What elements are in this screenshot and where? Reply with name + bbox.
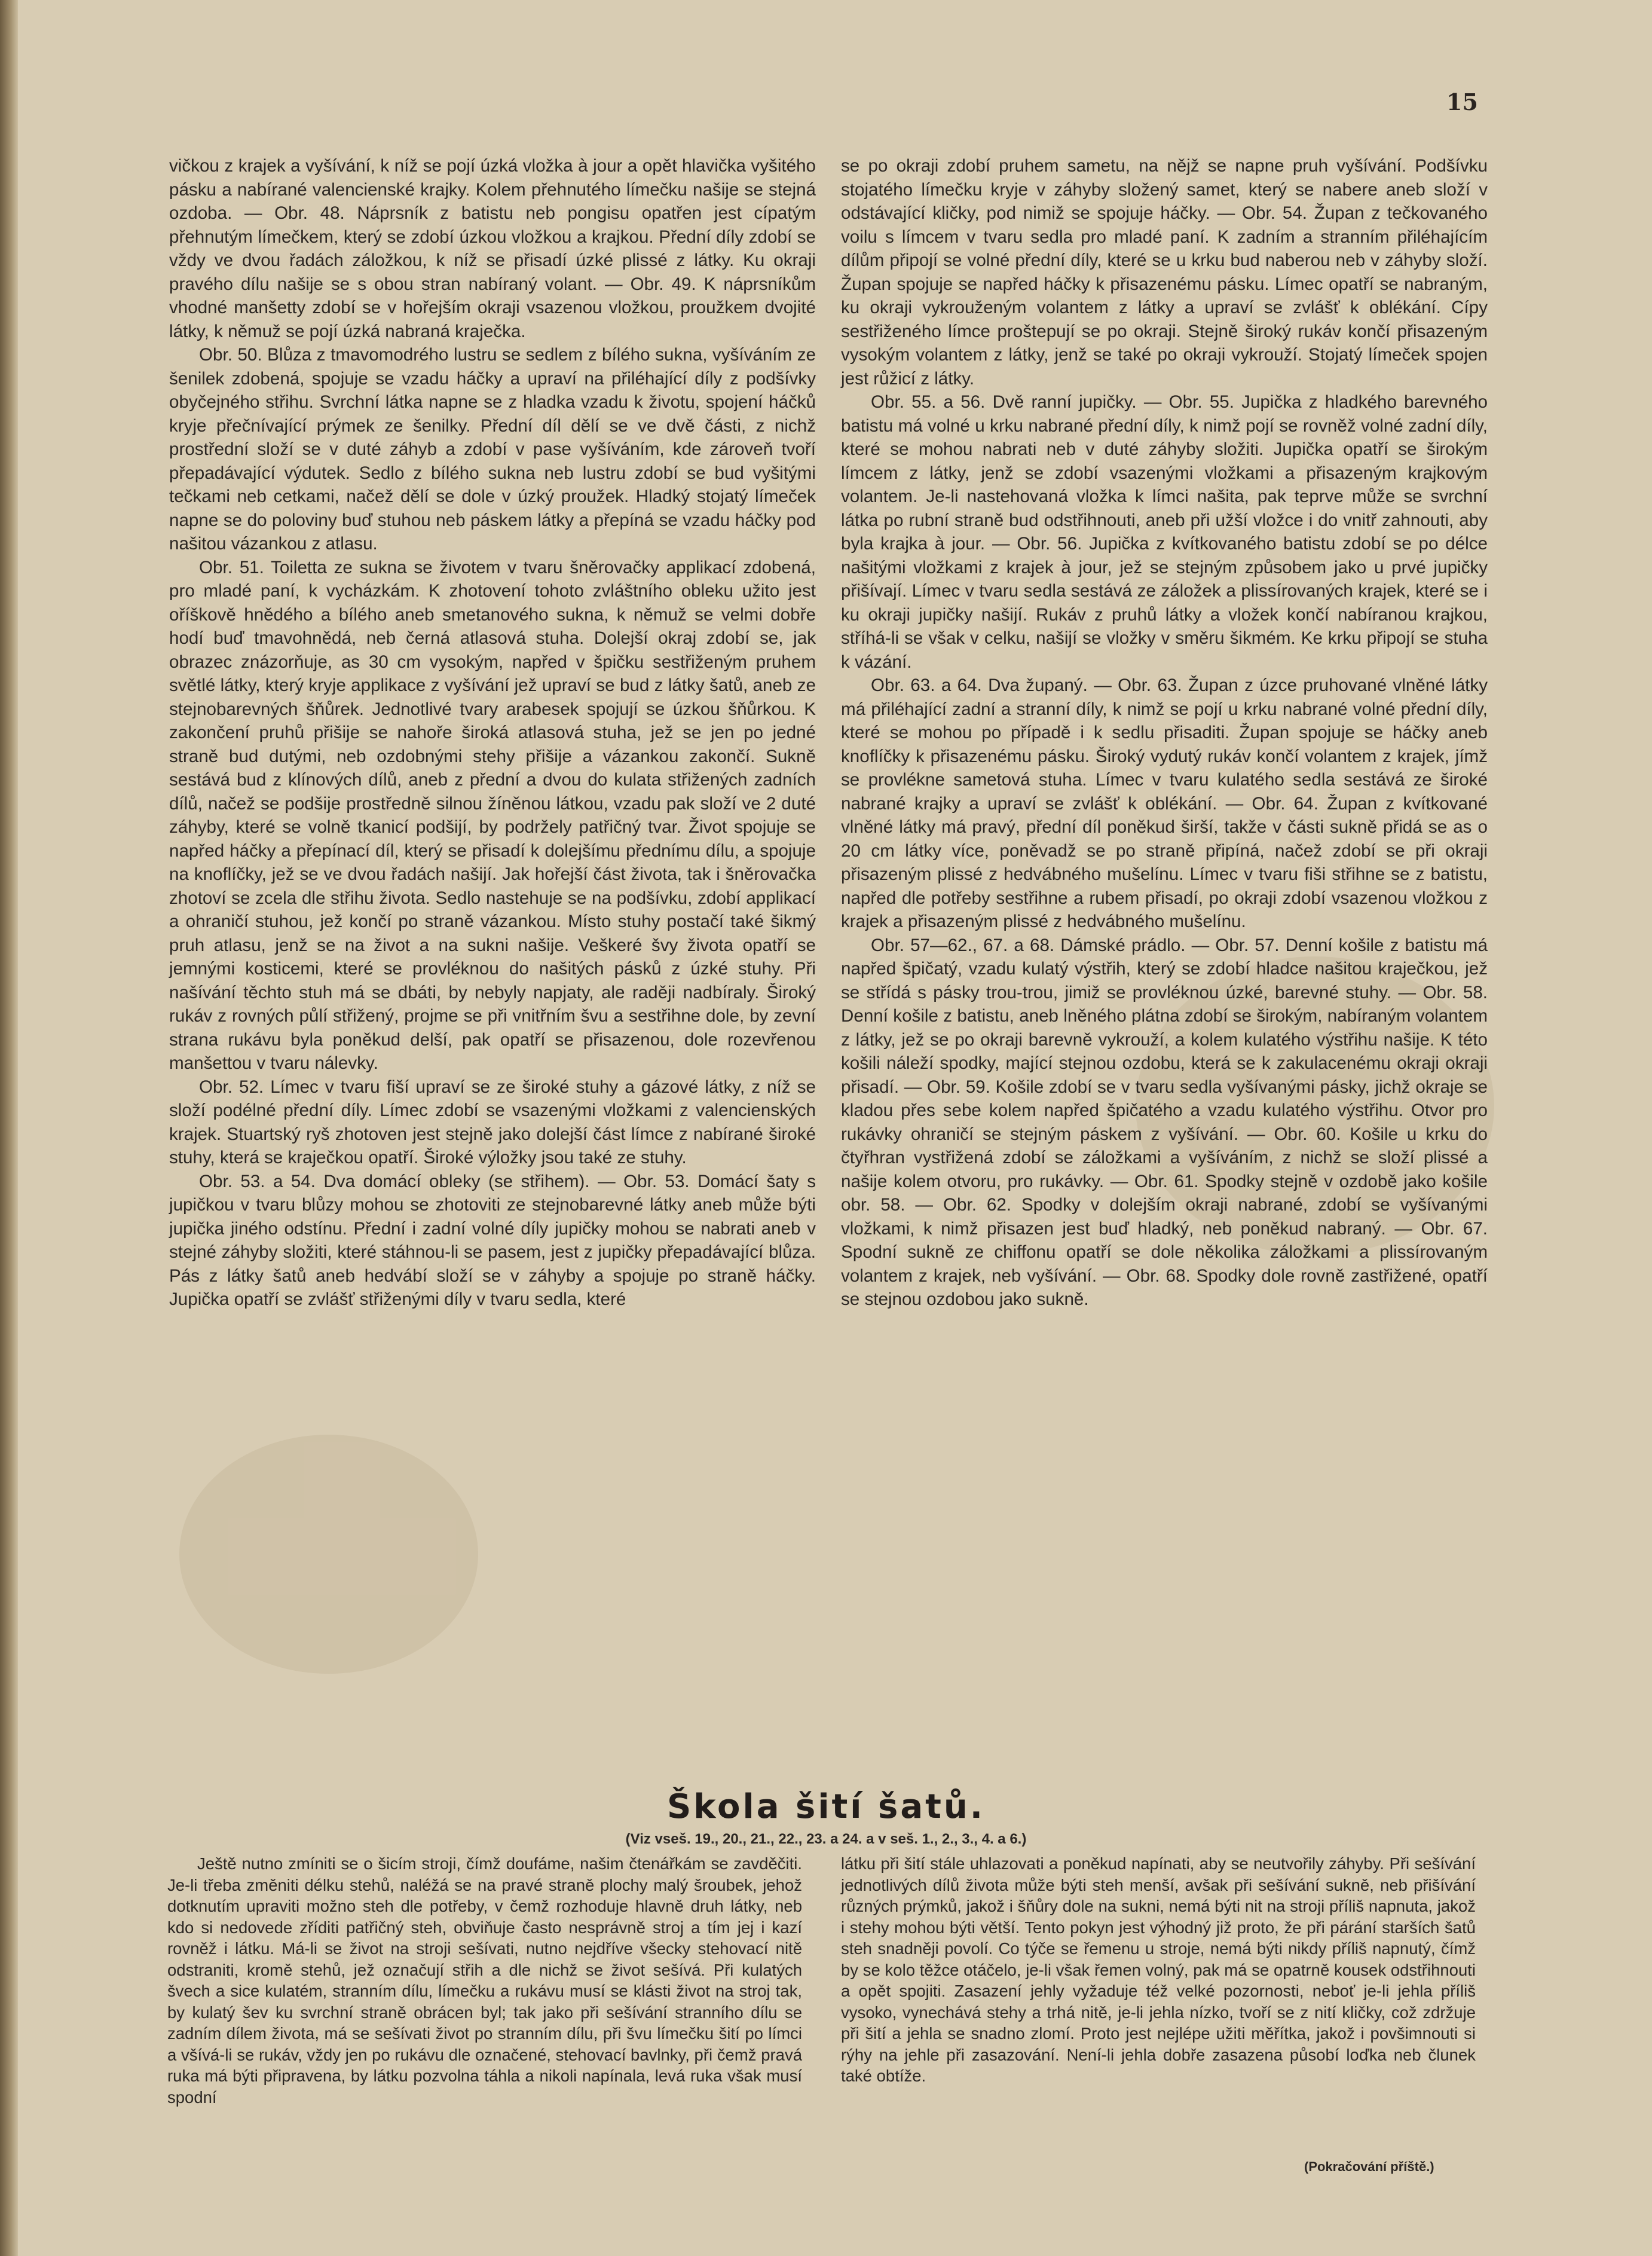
sewing-column-left xyxy=(167,1853,802,2108)
paragraph: Obr. 63. a 64. Dva županý. — Obr. 63. Župan z úzce pruhované vlněné látky má přiléhající zadní a stranní díly, k nimž se pojí u krku nabrané volné přední díly, které se mohou po případě i k sedlu přisaditi. Župan spojuje se háčky aneb knoflíčky k přisazenému pásku. Široký vydutý rukáv končí volantem z krajek, jímž se provlékne sametová stuha. Límec v tvaru kulatého sedla sestává ze široké nabrané krajky a upraví se zvlášť k oblékání. — Obr. 64. Župan z kvítkované vlněné látky má pravý, přední díl poněkud širší, takže v části sukně přidá se as o 20 cm látky více, poněvadž se po straně připíná, načež zdobí se při okraji přisazeným plissé z hedvábného mušelínu. Límec v tvaru fiši střihne se z batistu, napřed dle potřeby sestřihne a rubem přisadí, po okraji zdobí vsazenou vložkou z krajek a přisazeným plissé z hedvábného mušelínu. xyxy=(841,675,1488,931)
section-subtitle: (Viz vseš. 19., 20., 21., 22., 23. a 24. a v seš. 1., 2., 3., 4. a 6.) xyxy=(625,1831,1027,1847)
paragraph: Obr. 52. Límec v tvaru fiší upraví se ze široké stuhy a gázové látky, z níž se složí podélné přední díly. Límec zdobí se vsazenými vložkami z valencienských krajek. Stuartský ryš zhotoven jest stejně jako dolejší část límce z nabírané široké stuhy, která se kraječkou opatří. Široké výložky jsou také ze stuhy. xyxy=(169,1077,816,1167)
paragraph: látku při šití stále uhlazovati a poněkud napínati, aby se neutvořily záhyby. Při sešívání jednotlivých dílů života může býti steh menší, avšak při sešívání sukně, neb přišívání různých prýmků, jakož i šňůry dole na sukni, nemá býti nit na stroji příliš napnuta, jakož i stehy mohou býti větší. Tento pokyn jest výhodný již proto, že při párání starších šatů steh snadněji povolí. Co týče se řemenu u stroje, nemá býti nikdy příliš napnutý, čímž by se kolo těžce otáčelo, je-li však řemen volný, pak má se opatrně kousek odstřihnouti a opět spojiti. Zasazení jehly vyžaduje též velké pozornosti, neboť je-li jehla příliš vysoko, vynechává stehy a trhá nitě, je-li jehla nízko, tvoří se z nití kličky, což zdržuje při šití a jehla se snadno zlomí. Proto jest nejlépe užiti měřítka, jakož i povšimnouti si rýhy na jehle při zasazování. Není-li jehla dobře zasazena působí loďka neb člunek také obtíže. xyxy=(841,1854,1476,2085)
paragraph: Obr. 55. a 56. Dvě ranní jupičky. — Obr. 55. Jupička z hladkého barevného batistu má volné u krku nabrané přední díly, k nimž pojí se rovněž volné zadní díly, které se mohou nabrati neb v duté záhyby složiti. Jupička opatří se širokým límcem z látky, jenž se zdobí vsazenými vložkami a přisazeným krajkovým volantem. Je-li nastehovaná vložka k límci našita, pak teprve může se svrchní látka po rubní straně bud odstřihnouti, aneb při užší vložce i do vnitř zahnouti, aby byla krajka à jour. — Obr. 56. Jupička z kvítkovaného batistu zdobí se po délce našitými vložkami z krajek à jour, jež se stejným způsobem jako u prvé jupičky přišívají. Límec v tvaru sedla sestává ze záložek a plissírovaných krajek, které se i ku okraji jupičky našijí. Rukáv z pruhů látky a vložek končí nabíranou krajkou, stříhá-li se však v celku, našijí se vložky v směru šikmém. Ke krku připojí se stuha k vázání. xyxy=(841,392,1488,672)
page-binding-edge xyxy=(0,0,18,2256)
article-column-left xyxy=(169,154,816,1312)
article-column-right xyxy=(841,154,1488,1312)
sewing-column-right xyxy=(841,1853,1476,2087)
continued-note: (Pokračování příště.) xyxy=(1304,2159,1434,2174)
page-number: 15 xyxy=(1446,88,1478,115)
paragraph: Obr. 53. a 54. Dva domácí obleky (se střihem). — Obr. 53. Domácí šaty s jupičkou v tvaru blůzy mohou se zhotoviti ze stejnobarevné látky aneb může býti jupička jiného odstínu. Přední i zadní volné díly jupičky mohou se nabrati aneb v stejné záhyby složiti, které stáhnou-li se pasem, jest z jupičky přepadávající blůza. Pás z látky šatů aneb hedvábí složí se v záhyby a spojuje po straně háčky. Jupička opatří se zvlášť střiženými díly v tvaru sedla, které xyxy=(169,1171,816,1309)
paragraph: Obr. 57—62., 67. a 68. Dámské prádlo. — Obr. 57. Denní košile z batistu má napřed špičatý, vzadu kulatý výstřih, který se zdobí hladce našitou kraječkou, jež se střídá s pásky trou-trou, jimiž se provléknou úzké, barevné stuhy. — Obr. 58. Denní košile z batistu, aneb lněného plátna zdobí se širokým, nabíraným volantem z látky, jež se po okraji barevně vykrouží, a kolem kulatého výstřihu našije. K této košili náleží spodky, mající stejnou ozdobu, která se k zakulacenému okraji okraji přisadí. — Obr. 59. Košile zdobí se v tvaru sedla vyšívanými pásky, jichž okraje se kladou přes sebe kolem napřed špičatého a vzadu kulatého výstřihu. Otvor pro rukávky ohraničí se stejným páskem z vyšívání. — Obr. 60. Košile u krku do čtyřhran vystřižená zdobí se záložkami a vyšíváním, z nichž se složí plissé a našije kolem otvoru, pro rukávky. — Obr. 61. Spodky stejně v ozdobě jako košile obr. 58. — Obr. 62. Spodky v dolejším okraji nabrané, zdobí se vyšívanými vložkami, k nimž přisazen jest buď hladký, neb poněkud nabraný. — Obr. 67. Spodní sukně ze chiffonu opatří se dole několika záložkami a plissírovaným volantem z krajek, neb vyšívání. — Obr. 68. Spodky dole rovně zastřižené, opatří se stejnou ozdobou jako sukně. xyxy=(841,935,1488,1309)
paragraph: vičkou z krajek a vyšívání, k níž se pojí úzká vložka à jour a opět hlavička vyšitého pásku a nabírané valencienské krajky. Kolem přehnutého límečku našije se stejná ozdoba. — Obr. 48. Náprsník z batistu neb pongisu opatřen jest cípatým přehnutým límečkem, který se zdobí úzkou vložkou a krajkou. Přední díly zdobí se vždy ve dvou řadách záložkou, k níž se přisadí úzké plissé z látky. Ku okraji pravého dílu našije se s obou stran nabíraný volant. — Obr. 49. K náprsníkům vhodné manšetty zdobí se v hořejším okraji vsazenou vložkou, proužkem dvojité látky, k němuž se pojí úzká nabraná kraječka. xyxy=(169,156,816,341)
paragraph: se po okraji zdobí pruhem sametu, na nějž se napne pruh vyšívání. Podšívku stojatého límečku kryje v záhyby složený samet, který se nabere aneb složí v odstávající kličky, pod nimiž se spojuje háčky. — Obr. 54. Župan z tečkovaného voilu s límcem v tvaru sedla pro mladé paní. K zadním a stranním přiléhajícím dílům připojí se volné přední díly, které se u krku bud naberou neb v záhyby složí. Župan spojuje se napřed háčky k přisazenému pásku. Límec opatří se nabraným, ku okraji vykrouženým volantem z látky a upraví se zvlášť k oblékání. Cípy sestřiženého límce proštepují se po okraji. Stejně široký rukáv končí přisazeným vysokým volantem z látky, jenž se také po okraji vykrouží. Stojatý límeček spojen jest růžicí z látky. xyxy=(841,156,1488,389)
section-title: Škola šití šatů. xyxy=(666,1787,986,1826)
paragraph: Obr. 50. Blůza z tmavomodrého lustru se sedlem z bílého sukna, vyšíváním ze šenilek zdobená, spojuje se vzadu háčky a upraví na přiléhající díly z podšívky obyčejného střihu. Svrchní látka napne se z hladka vzadu k životu, spojení háčků kryje přečnívající prýmek ze šenilky. Přední díl dělí se ve dvě části, z nichž prostřední složí se v duté záhyb a zdobí v pase vyšíváním, kde zároveň tvoří přepadávající výdutek. Sedlo z bílého sukna neb lustru zdobí se bud vyšitými tečkami neb cetkami, načež dělí se dole v úzký proužek. Hladký stojatý límeček napne se do poloviny buď stuhou neb páskem látky a přepíná se vzadu háčky pod našitou vázankou z atlasu. xyxy=(169,345,816,554)
paragraph: Obr. 51. Toiletta ze sukna se životem v tvaru šněrovačky applikací zdobená, pro mladé paní, k vycházkám. K zhotovení tohoto zvláštního obleku užito jest oříškově hnědého a bílého aneb smetanového sukna, k němuž se velmi dobře hodí buď tmavohnědá, neb černá atlasová stuha. Dolejší okraj zdobí se, jak obrazec znázorňuje, as 30 cm vysokým, napřed v špičku sestřiženým pruhem světlé látky, který kryje applikace z vyšívání jež upraví se bud z látky šatů, aneb ze stejnobarevných šňůrek. Jednotlivé tvary arabesek spojují se úzkou šňůrkou. K zakončení pruhů přišije se nahoře široká atlasová stuha, jež se jen po jedné straně bud dutými, neb ozdobnými stehy přišije a vázankou zakončí. Sukně sestává bud z klínových dílů, aneb z přední a dvou do kulata střižených zadních dílů, načež se podšije prostředně silnou žíněnou látkou, vzadu pak složí ve 2 duté záhyby, které se volně tkanicí podšijí, by podržely patřičný tvar. Život spojuje se napřed háčky a přepínací díl, který se přisadí k dolejšímu přednímu dílu, a spojuje na knoflíčky, jež se ve dvou řadách našijí. Jak hořejší část života, tak i šněrovačka zhotoví se zcela dle střihu života. Sedlo nastehuje se na podšívku, zdobí applikací a ohraničí stuhou, jež končí po straně vázankou. Místo stuhy postačí také šikmý pruh atlasu, jenž se na život a na sukni našije. Veškeré švy života opatří se jemnými kosticemi, které se provléknou do našitých pásků z úzké stuhy. Při našívání těchto stuh má se dbáti, by nebyly napjaty, ale raději nadbíraly. Široký rukáv z rovných půlí střižený, projme se při vnitřním švu a sestřihne dole, by zevní strana rukávu byla poněkud delší, pak opatří se přisazenou, dole rozevřenou manšettou v tvaru nálevky. xyxy=(169,557,816,1073)
paragraph: Ještě nutno zmíniti se o šicím stroji, čímž doufáme, našim čtenářkám se zavděčiti. Je-li třeba změniti délku stehů, naléžá se na pravé straně plochy malý šroubek, jehož dotknutím upraviti možno steh dle potřeby, v čemž rozhoduje hlavně druh látky, neb kdo si nedovede zříditi patřičný steh, obviňuje často nesprávně stroj a tím jej i kazí rovněž i látku. Má-li se život na stroji sešívati, nutno nejdříve všecky stehovací nitě odstraniti, kromě stehů, jež označují střih a dle nichž se život sešívá. Při kulatých švech a sice kulatém, stranním dílu, límečku a rukávu musí se klásti život na stroj tak, by kulatý šev ku svrchní straně obrácen byl; tak jako při sešívání stranního dílu se zadním dílem života, má se sešívati život po stranním dílu, při švu límečku šití po límci a všívá-li se rukáv, vždy jen po rukávu dle označené, stehovací bavlnky, při čemž pravá ruka má býti připravena, by látku pozvolna táhla a nikoli napínala, levá ruka však musí spodní xyxy=(167,1854,802,2107)
paper-stain xyxy=(179,1435,478,1674)
